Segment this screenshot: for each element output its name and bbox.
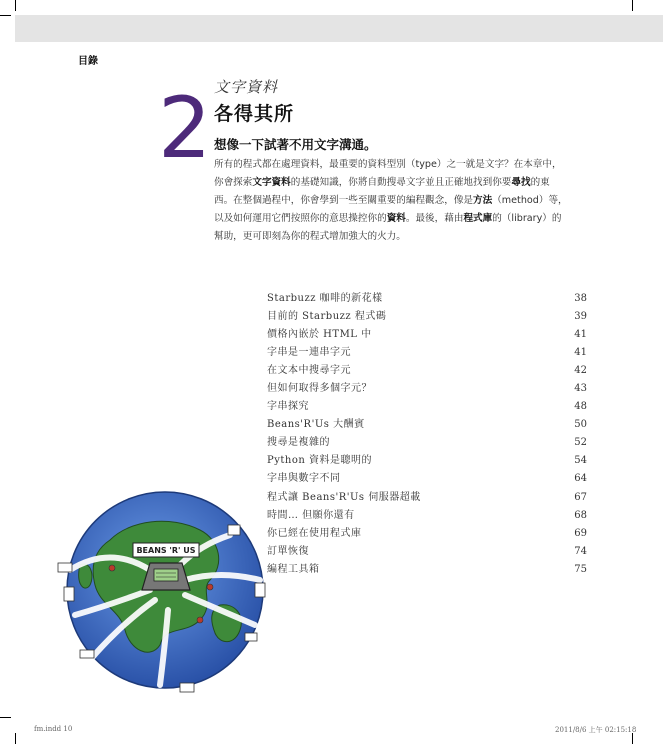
intro-line: 你會探索文字資料的基礎知識，你將自動搜尋文字並且正確地找到你要尋找的東 [214,177,550,188]
chapter-intro [214,156,594,246]
toc-entry-page: 67 [574,491,587,503]
toc-entry[interactable] [267,289,587,307]
toc-entry-title: 目前的 Starbuzz 程式碼 [267,311,387,323]
chapter-title: 各得其所 [214,103,295,125]
chapter-subtitle: 文字資料 [214,78,279,96]
toc-entry-page: 48 [574,401,587,413]
toc-entry[interactable] [267,325,587,343]
intro-line: 所有的程式都在處理資料，最重要的資料型別（type）之一就是文字？在本章中， [214,159,562,170]
toc-entry-page: 54 [574,455,587,467]
chapter-tagline: 想像一下試著不用文字溝通。 [214,137,377,152]
toc-label: 目錄 [78,56,98,67]
toc-entry[interactable] [267,542,587,560]
footer-timestamp: 2011/8/6 上午 02:15:18 [555,726,637,734]
toc-entry[interactable] [267,397,587,415]
globe-illustration [50,485,280,705]
table-of-contents [267,289,587,578]
toc-entry-title: Beans'R'Us 大酬賓 [267,419,365,431]
toc-entry-page: 43 [574,383,587,395]
sign-label: BEANS 'R' US [136,546,196,555]
toc-entry-page: 38 [574,293,587,304]
toc-entry-page: 39 [574,311,587,323]
toc-entry[interactable] [267,433,587,451]
coffee-marker [197,617,203,623]
toc-entry-title: 字串是一連串字元 [267,347,351,359]
toc-entry[interactable] [267,343,587,361]
server-icon [142,563,190,590]
small-sign [58,563,72,572]
toc-entry-title: 在文本中搜尋字元 [267,365,351,377]
toc-entry[interactable] [267,506,587,524]
header-band [15,15,663,42]
toc-entry-page: 74 [574,545,587,557]
toc-entry-title: 編程工具箱 [267,563,320,575]
small-sign [80,650,94,658]
toc-entry[interactable] [267,361,587,379]
toc-entry-title: 你已經在使用程式庫 [267,527,362,539]
toc-entry[interactable] [267,415,587,433]
small-sign [245,633,257,641]
toc-entry-page: 41 [574,329,587,341]
toc-entry-title: 字串與數字不同 [267,473,341,485]
toc-entry-page: 42 [574,365,587,377]
crop-mark [0,717,11,718]
toc-entry-title: 訂單恢復 [267,545,309,557]
toc-entry[interactable] [267,560,587,578]
toc-entry-page: 64 [574,473,587,485]
toc-entry-page: 50 [574,419,587,431]
toc-entry[interactable] [267,469,587,487]
toc-entry[interactable] [267,379,587,397]
crop-mark [15,733,16,744]
coffee-marker [207,584,213,590]
small-sign [255,583,265,597]
crop-mark [632,0,633,11]
crop-mark [0,15,11,16]
footer-file: fm.indd 10 [34,725,73,733]
toc-entry-page: 75 [574,563,587,575]
toc-entry-page: 41 [574,347,587,359]
toc-entry-page: 52 [574,437,587,449]
small-sign [64,587,74,601]
coffee-marker [109,565,115,571]
toc-entry-title: 但如何取得多個字元？ [267,383,372,395]
toc-entry[interactable] [267,488,587,506]
toc-entry-title: Starbuzz 咖啡的新花樣 [267,293,383,304]
intro-line: 幫助，更可即刻為你的程式增加強大的火力。 [214,231,406,242]
toc-entry-page: 69 [574,527,587,539]
toc-entry-title: 搜尋是複雜的 [267,437,330,449]
crop-mark [15,0,16,11]
toc-entry-title: 字串探究 [267,401,309,413]
small-sign [228,525,240,535]
toc-entry-title: 時間… 但願你還有 [267,509,355,521]
toc-entry-title: Python 資料是聰明的 [267,455,372,467]
intro-line: 西。在整個過程中，你會學到一些至關重要的編程觀念，像是方法（method）等， [214,195,568,206]
toc-entry[interactable] [267,524,587,542]
beans-r-us-sign [133,543,199,557]
toc-entry[interactable] [267,307,587,325]
small-sign [180,683,194,692]
toc-entry-page: 68 [574,509,587,521]
toc-entry[interactable] [267,451,587,469]
toc-entry-title: 程式讓 Beans'R'Us 伺服器超載 [267,491,421,503]
chapter-number: 2 [158,79,210,177]
continent-shape [79,564,92,588]
toc-entry-title: 價格內嵌於 HTML 中 [267,329,372,341]
intro-line: 以及如何運用它們按照你的意思操控你的資料。最後，藉由程式庫的（library）的 [214,213,562,224]
